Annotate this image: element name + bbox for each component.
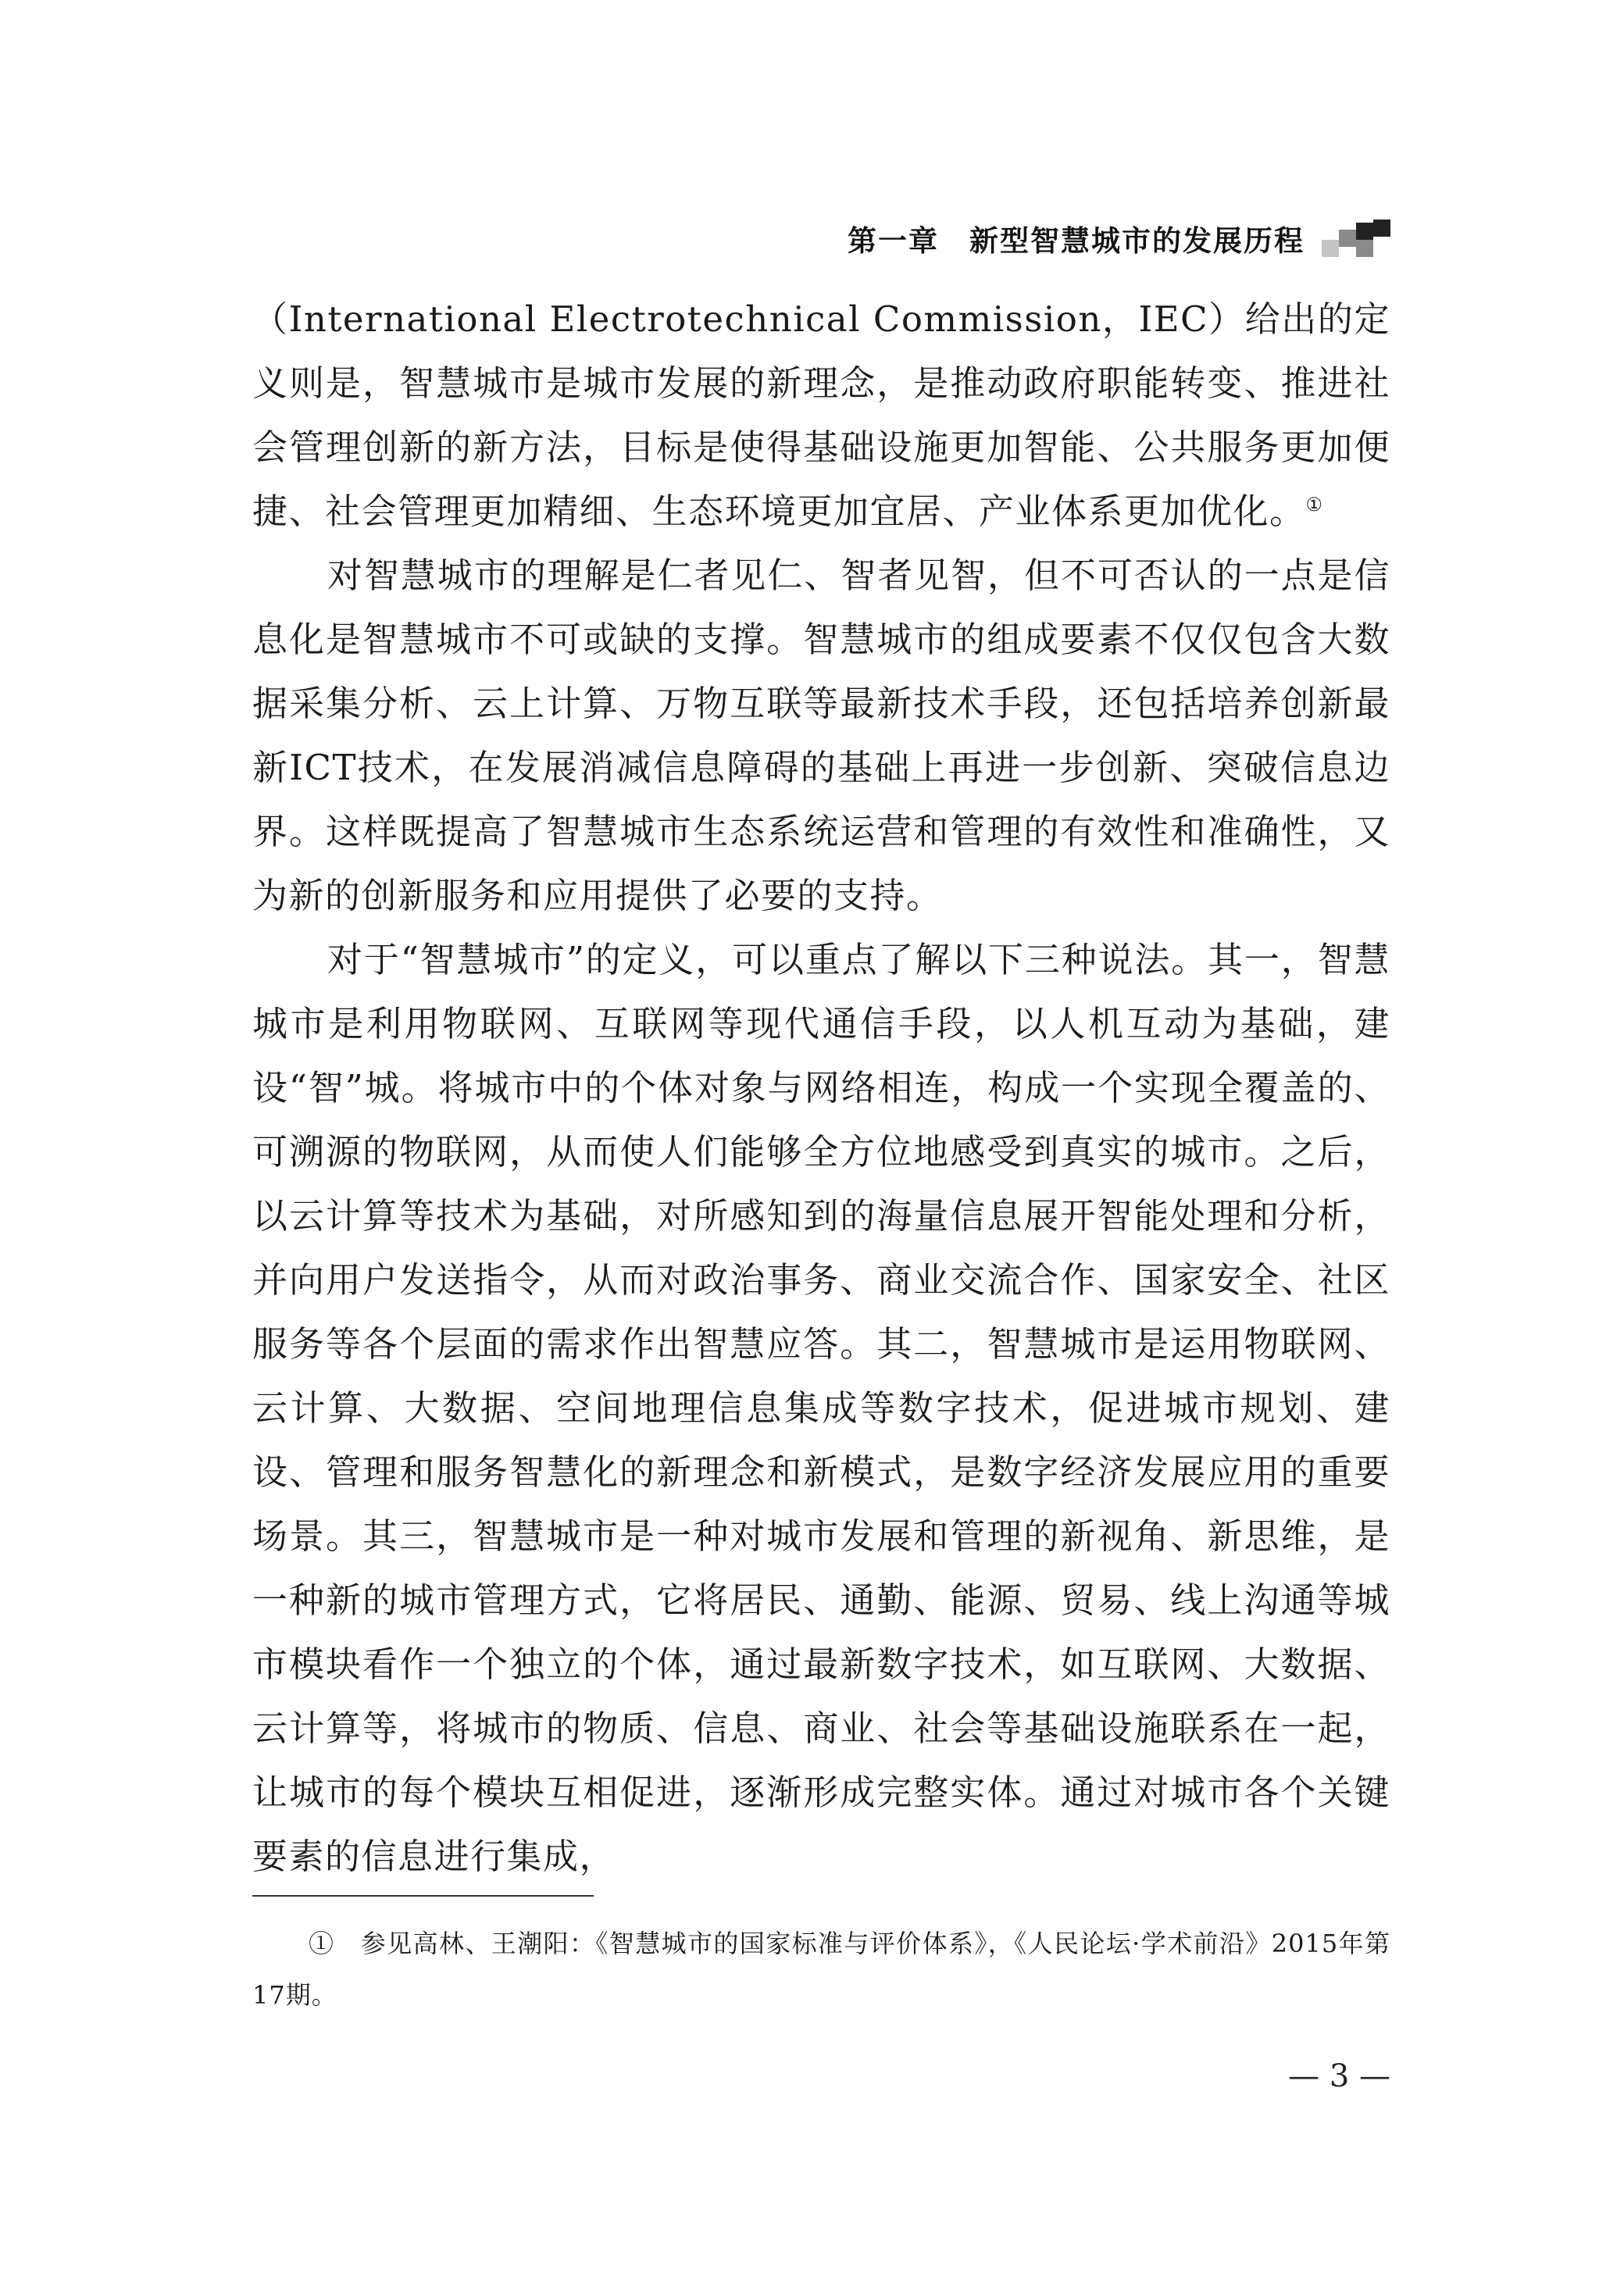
body-text	[252, 287, 1390, 1889]
ornament-square	[1373, 220, 1390, 237]
paragraph-text: （International Electrotechnical Commission，IEC）给出的定义则是，智慧城市是城市发展的新理念，是推动政府职能转变、推进社会管理创新的新方法，目标是使得基础设施更加智能、公共服务更加便捷、社会管理更加精细、生态环境更加宜居、产业体系更加优化。	[252, 298, 1390, 532]
footnote-divider	[252, 1895, 594, 1897]
ornament-square	[1356, 223, 1373, 240]
footnote-reference[interactable]: ①	[1305, 494, 1324, 516]
page-number: — 3 —	[1288, 2058, 1390, 2094]
paragraph: 对于“智慧城市”的定义，可以重点了解以下三种说法。其一，智慧城市是利用物联网、互联网等现代通信手段，以人机互动为基础，建设“智”城。将城市中的个体对象与网络相连，构成一个实现全覆盖的、可溯源的物联网，从而使人们能够全方位地感受到真实的城市。之后，以云计算等技术为基础，对所感知到的海量信息展开智能处理和分析，并向用户发送指令，从而对政治事务、商业交流合作、国家安全、社区服务等各个层面的需求作出智慧应答。其二，智慧城市是运用物联网、云计算、大数据、空间地理信息集成等数字技术，促进城市规划、建设、管理和服务智慧化的新理念和新模式，是数字经济发展应用的重要场景。其三，智慧城市是一种对城市发展和管理的新视角、新思维，是一种新的城市管理方式，它将居民、通勤、能源、贸易、线上沟通等城市模块看作一个独立的个体，通过最新数字技术，如互联网、大数据、云计算等，将城市的物质、信息、商业、社会等基础设施联系在一起，让城市的每个模块互相促进，逐渐形成完整实体。通过对城市各个关键要素的信息进行集成，	[252, 939, 1390, 1877]
running-header	[781, 211, 1390, 266]
checker-ornament-icon	[1322, 220, 1390, 257]
ornament-square	[1356, 240, 1373, 257]
chapter-title: 第一章 新型智慧城市的发展历程	[848, 224, 1305, 258]
paragraph-continued	[252, 287, 1390, 544]
footnote: ① 参见高林、王潮阳：《智慧城市的国家标准与评价体系》，《人民论坛·学术前沿》2015年第17期。	[252, 1929, 1390, 2010]
paragraph: 对智慧城市的理解是仁者见仁、智者见智，但不可否认的一点是信息化是智慧城市不可或缺的支撑。智慧城市的组成要素不仅仅包含大数据采集分析、云上计算、万物互联等最新技术手段，还包括培养创新最新ICT技术，在发展消减信息障碍的基础上再进一步创新、突破信息边界。这样既提高了智慧城市生态系统运营和管理的有效性和准确性，又为新的创新服务和应用提供了必要的支持。	[252, 555, 1390, 916]
ornament-square	[1339, 230, 1356, 247]
ornament-square	[1322, 240, 1339, 257]
